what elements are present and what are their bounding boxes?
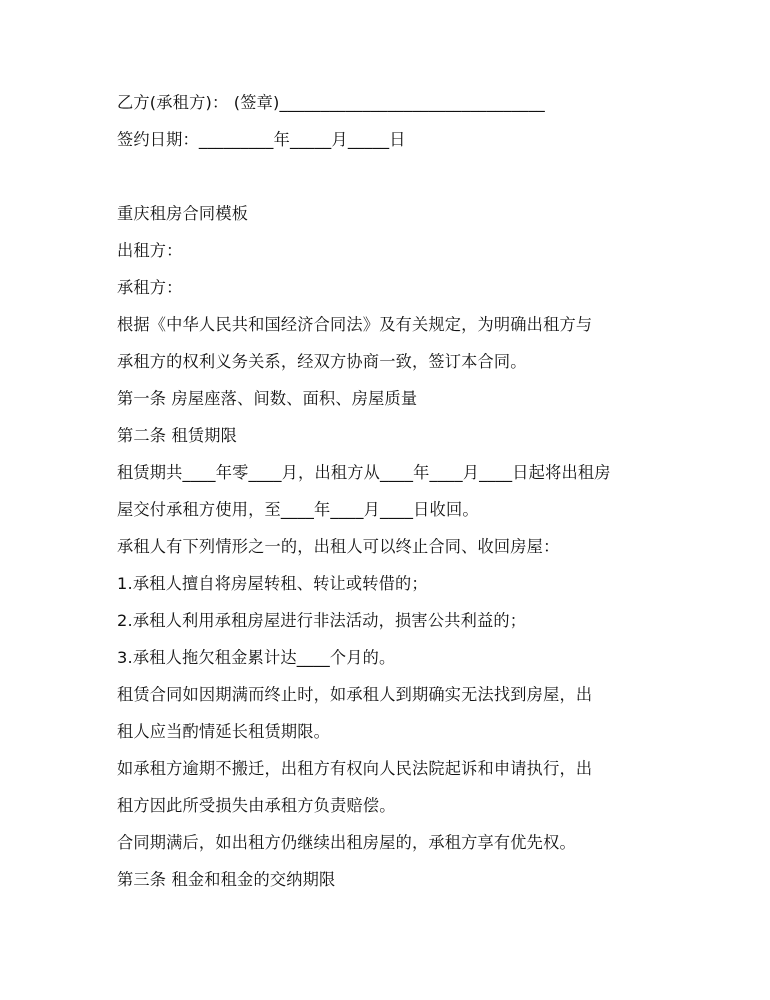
article-2-heading: 第二条 租赁期限 (117, 426, 238, 445)
lease-term-line-1: 租赁期共____年零____月，出租方从____年____月____日起将出租房 (117, 463, 611, 482)
lessor-label: 出租方： (117, 241, 183, 260)
preamble-line-1: 根据《中华人民共和国经济合同法》及有关规定，为明确出租方与 (117, 315, 593, 334)
termination-intro: 承租人有下列情形之一的，出租人可以终止合同、收回房屋： (117, 537, 560, 556)
document-title: 重庆租房合同模板 (117, 204, 249, 223)
article-3-heading: 第三条 租金和租金的交纳期限 (117, 870, 336, 889)
signing-date-line: 签约日期：_________年_____月_____日 (117, 130, 406, 149)
termination-item-3: 3.承租人拖欠租金累计达____个月的。 (117, 648, 396, 667)
eviction-clause-line-1: 如承租方逾期不搬迁，出租方有权向人民法院起诉和申请执行，出 (117, 759, 593, 778)
termination-item-2: 2.承租人利用承租房屋进行非法活动，损害公共利益的； (117, 611, 527, 630)
expiry-clause-line-2: 租人应当酌情延长租赁期限。 (117, 722, 331, 741)
eviction-clause-line-2: 租方因此所受损失由承租方负责赔偿。 (117, 796, 396, 815)
signature-line-lessee: 乙方(承租方)： (签章)________________________________ (117, 93, 545, 112)
priority-clause: 合同期满后，如出租方仍继续出租房屋的，承租方享有优先权。 (117, 833, 576, 852)
lease-term-line-2: 屋交付承租方使用，至____年____月____日收回。 (117, 500, 479, 519)
termination-item-1: 1.承租人擅自将房屋转租、转让或转借的； (117, 574, 428, 593)
expiry-clause-line-1: 租赁合同如因期满而终止时，如承租人到期确实无法找到房屋，出 (117, 685, 593, 704)
lessee-label: 承租方： (117, 278, 183, 297)
article-1-heading: 第一条 房屋座落、间数、面积、房屋质量 (117, 389, 418, 408)
preamble-line-2: 承租方的权利义务关系，经双方协商一致，签订本合同。 (117, 352, 527, 371)
